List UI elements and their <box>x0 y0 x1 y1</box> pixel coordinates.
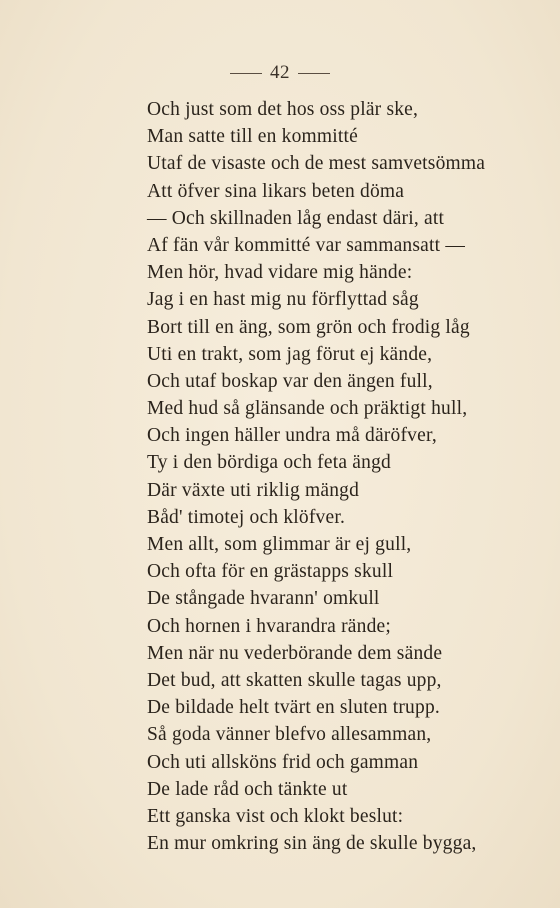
poem-line: Och ingen häller undra må däröfver, <box>147 425 437 447</box>
poem-line: En mur omkring sin äng de skulle bygga, <box>147 833 477 855</box>
poem-line: Ty i den bördiga och feta ängd <box>147 452 391 474</box>
poem-line: Uti en trakt, som jag förut ej kände, <box>147 343 433 365</box>
poem-line: Men när nu vederbörande dem sände <box>147 642 443 664</box>
page-number-text: 42 <box>270 62 290 83</box>
page-number-dash-right <box>298 73 330 74</box>
page-number-dash-left <box>230 73 262 74</box>
poem-line: Och ofta för en grästapps skull <box>147 561 394 583</box>
poem-line: — Och skillnaden låg endast däri, att <box>147 207 445 229</box>
poem-line: Båd' timotej och klöfver. <box>147 506 346 528</box>
poem-line: Det bud, att skatten skulle tagas upp, <box>147 669 442 691</box>
poem-line: Bort till en äng, som grön och frodig låg <box>147 316 470 338</box>
poem-line: Men hör, hvad vidare mig hände: <box>147 262 413 284</box>
poem-line: Där växte uti riklig mängd <box>147 479 360 501</box>
poem-line: Men allt, som glimmar är ej gull, <box>147 534 412 555</box>
poem-line: Och utaf boskap var den ängen full, <box>147 370 433 392</box>
poem-line: Jag i en hast mig nu förflyttad såg <box>147 289 419 311</box>
poem-line: Med hud så glänsande och präktigt hull, <box>147 398 468 420</box>
poem-line: Och uti allsköns frid och gamman <box>147 751 419 773</box>
poem-line: Och hornen i hvarandra rände; <box>147 615 392 637</box>
poem-line: De stångade hvarann' omkull <box>147 588 380 610</box>
poem-line: De bildade helt tvärt en sluten trupp. <box>147 697 440 719</box>
poem-line: Utaf de visaste och de mest samvetsömma <box>147 153 486 175</box>
poem-line: Så goda vänner blefvo allesamman, <box>147 724 432 746</box>
poem-line: Och just som det hos oss plär ske, <box>147 99 419 120</box>
page-number <box>0 62 560 84</box>
poem-line: Af fän vår kommitté var sammansatt — <box>147 234 466 256</box>
poem-line: Ett ganska vist och klokt beslut: <box>147 805 404 827</box>
poem-text <box>147 96 547 857</box>
poem-line: De lade råd och tänkte ut <box>147 778 348 800</box>
poem-line: Man satte till en kommitté <box>147 126 358 148</box>
poem-line: Att öfver sina likars beten döma <box>147 180 405 202</box>
